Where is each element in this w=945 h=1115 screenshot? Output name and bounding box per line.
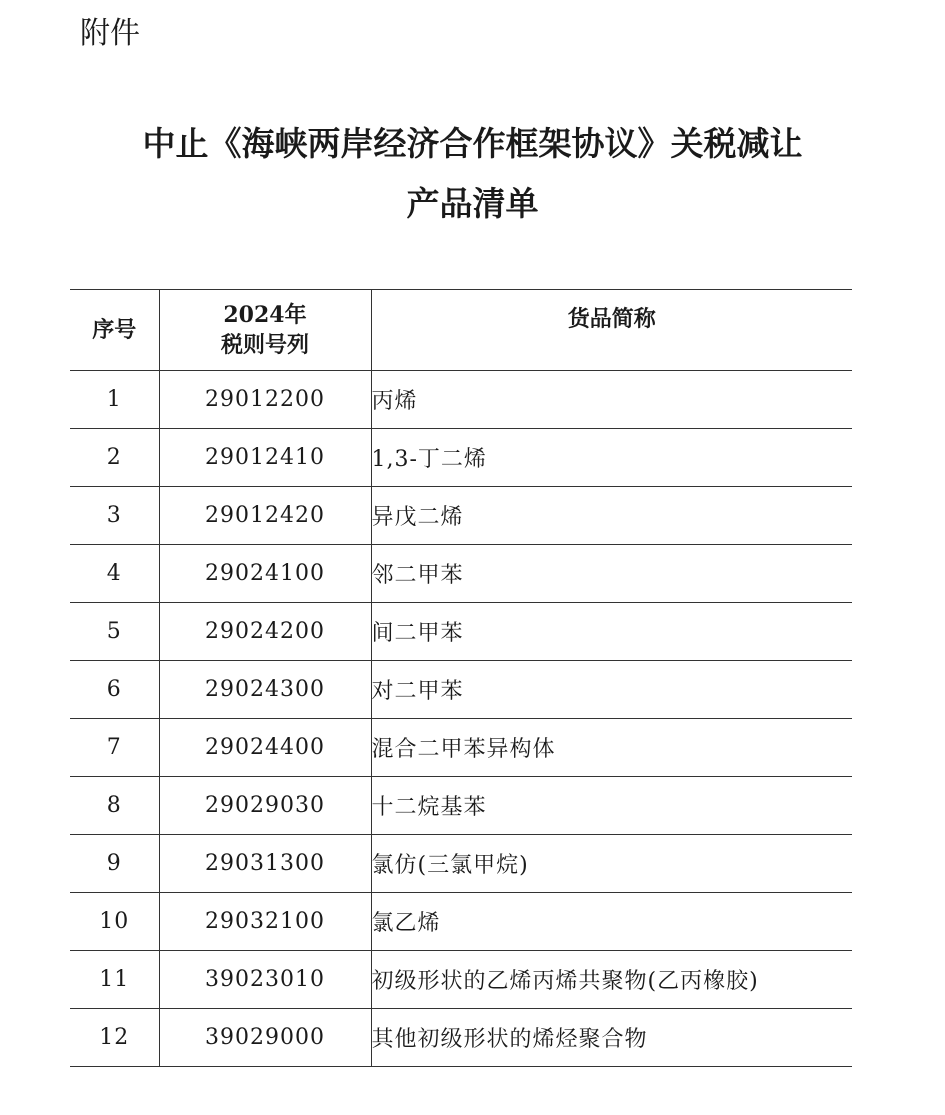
attachment-label: 附件 xyxy=(80,16,140,51)
row-goods-name-cell: 对二甲苯 xyxy=(371,661,852,719)
row-tariff-code-cell: 39023010 xyxy=(159,951,371,1009)
row-index-cell: 6 xyxy=(70,661,159,719)
row-index-cell: 1 xyxy=(70,371,159,429)
header-tariff-code-year: 2024年 xyxy=(223,302,307,328)
row-index-cell: 7 xyxy=(70,719,159,777)
row-tariff-code-cell: 29024400 xyxy=(159,719,371,777)
table-row xyxy=(70,951,852,1009)
table-row xyxy=(70,603,852,661)
table-row xyxy=(70,835,852,893)
row-index-cell: 8 xyxy=(70,777,159,835)
row-goods-name-cell: 1,3-丁二烯 xyxy=(371,429,852,487)
table-row xyxy=(70,661,852,719)
row-goods-name-cell: 邻二甲苯 xyxy=(371,545,852,603)
row-tariff-code-cell: 39029000 xyxy=(159,1009,371,1067)
document-title-line2: 产品清单 xyxy=(406,184,539,223)
row-goods-name-cell: 异戊二烯 xyxy=(371,487,852,545)
table-row xyxy=(70,1009,852,1067)
table-row xyxy=(70,429,852,487)
row-tariff-code-cell: 29012420 xyxy=(159,487,371,545)
row-goods-name-cell: 氯仿(三氯甲烷) xyxy=(371,835,852,893)
row-goods-name-cell: 混合二甲苯异构体 xyxy=(371,719,852,777)
row-tariff-code-cell: 29032100 xyxy=(159,893,371,951)
header-goods-name xyxy=(371,290,852,371)
row-goods-name-cell: 十二烷基苯 xyxy=(371,777,852,835)
table-row xyxy=(70,893,852,951)
table-row xyxy=(70,719,852,777)
row-tariff-code-cell: 29024100 xyxy=(159,545,371,603)
row-tariff-code-cell: 29024300 xyxy=(159,661,371,719)
header-goods-name-label: 货品简称 xyxy=(567,306,656,332)
table-header-row xyxy=(70,290,852,371)
row-tariff-code-cell: 29029030 xyxy=(159,777,371,835)
table-row xyxy=(70,545,852,603)
table-row xyxy=(70,487,852,545)
row-goods-name-cell: 氯乙烯 xyxy=(371,893,852,951)
row-goods-name-cell: 其他初级形状的烯烃聚合物 xyxy=(371,1009,852,1067)
row-tariff-code-cell: 29031300 xyxy=(159,835,371,893)
header-tariff-code xyxy=(159,290,371,371)
row-goods-name-cell: 初级形状的乙烯丙烯共聚物(乙丙橡胶) xyxy=(371,951,852,1009)
row-index-cell: 12 xyxy=(70,1009,159,1067)
row-index-cell: 5 xyxy=(70,603,159,661)
row-index-cell: 2 xyxy=(70,429,159,487)
row-index-cell: 3 xyxy=(70,487,159,545)
row-index-cell: 10 xyxy=(70,893,159,951)
header-tariff-code-label: 税则号列 xyxy=(220,332,309,358)
row-index-cell: 9 xyxy=(70,835,159,893)
row-tariff-code-cell: 29012200 xyxy=(159,371,371,429)
header-index xyxy=(70,290,159,371)
table-row xyxy=(70,777,852,835)
row-index-cell: 11 xyxy=(70,951,159,1009)
header-index-label: 序号 xyxy=(92,317,137,343)
row-goods-name-cell: 间二甲苯 xyxy=(371,603,852,661)
product-list-table xyxy=(70,289,852,1067)
document-title: 中止《海峡两岸经济合作框架协议》关税减让 xyxy=(142,124,803,163)
row-index-cell: 4 xyxy=(70,545,159,603)
table-row xyxy=(70,371,852,429)
row-goods-name-cell: 丙烯 xyxy=(371,371,852,429)
row-tariff-code-cell: 29024200 xyxy=(159,603,371,661)
row-tariff-code-cell: 29012410 xyxy=(159,429,371,487)
